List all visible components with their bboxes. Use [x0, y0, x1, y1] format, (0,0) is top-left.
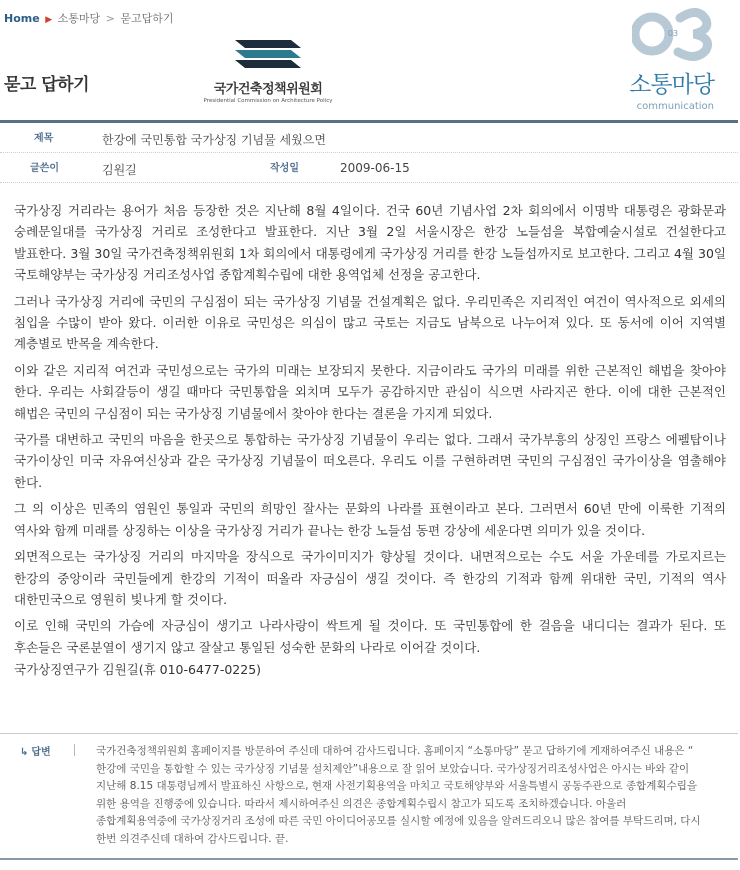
reply-arrow-icon: ↳: [20, 747, 29, 758]
post-paragraph: 국가상징 거리라는 용어가 처음 등장한 것은 지난해 8월 4일이다. 건국 60년 기념사업 2차 회의에서 이명박 대통령은 광화문과 숭례문일대를 국가상징 거리로 조성한다고 발표한다. 지난 3월 2일 서울시장은 한강 노들섬을 복합예술시설로 건설한다고 발표한다. 3월 30일 국가건축정책위원회 1차 회의에서 대통령에게 국가상징 거리를 한강 노들섬까지로 보고한다. 그리고 4월 30일 국토해양부는 국가상징 거리조성사업 종합계획수립에 대한 용역업체 선정을 공고한다.: [14, 203, 726, 283]
page-title: 묻고 답하기: [4, 75, 90, 95]
section-number-graphic: [632, 2, 714, 64]
post-paragraph: 그러나 국가상징 거리에 국민의 구심점이 되는 국가상징 기념물 건설계획은 없다. 우리민족은 지리적인 여건이 역사적으로 외세의 침입을 수많이 받아 왔다. 이러한 이유로 국민성은 의심이 많고 국토는 지금도 남북으로 나누어져 있다. 또 동서에 이어 지역별 계층별로 반목을 계속한다.: [14, 293, 726, 352]
breadcrumb-section-link[interactable]: 소통마당: [57, 12, 101, 25]
answer-rule: [0, 733, 738, 734]
post-date-label: 작성일: [270, 163, 299, 174]
commission-name-en: Presidential Commission on Architecture Policy: [203, 98, 333, 104]
answer-bottom-rule: [0, 858, 738, 860]
section-title-ko: 소통마당: [629, 72, 714, 98]
post-author-label: 글쓴이: [30, 163, 59, 174]
post-paragraph: 이와 같은 지리적 여건과 국민성으로는 국가의 미래는 보장되지 못한다. 지금이라도 국가의 미래를 위한 근본적인 해법을 찾아야 한다. 우리는 사회갈등이 생길 때마다 국민통합을 외치며 모두가 공감하지만 관심이 식으면 사라지곤 한다. 이에 대한 근본적인 해법은 국민의 구심점이 되는 국가상징 기념물에서 찾아야 한다는 결론을 가지게 되었다.: [14, 362, 726, 421]
post-meta-row: [0, 153, 738, 183]
post-paragraph: 외면적으로는 국가상징 거리의 마지막을 장식으로 국가이미지가 향상될 것이다. 내면적으로는 수도 서울 가운데를 가로지르는 한강의 중앙이라 국민들에게 한강의 기적이 떠올라 자긍심이 생길 것이다. 즉 한강의 기적과 함께 위대한 국민, 기적의 역사 대한민국으로 영원히 빛나게 할 것이다.: [14, 549, 726, 607]
section-number: 03: [667, 29, 679, 38]
commission-name-ko: 국가건축정책위원회: [213, 82, 323, 97]
breadcrumb-home-link[interactable]: Home: [4, 12, 40, 25]
post-title-row: [0, 123, 738, 153]
answer-text: 국가건축정책위원회 홈페이지를 방문하여 주신데 대하여 감사드립니다. 홈페이지 “소통마당” 묻고 답하기에 게재하여주신 내용은 “ 한강에 국민을 통합할 수 있는 국가상징 기념물 설치제안”내용으로 잘 읽어 보았습니다. 국가상징거리조성사업은 아시는 바와 같이 지난해 8.15 대통령님께서 발표하신 사항으로, 현재 사전기획용역을 마치고 국토해양부와 서울특별시 공동주관으로 종합계획수립을 위한 용역을 진행중에 있습니다. 따라서 제시하여주신 의견은 종합계획수립시 참고가 되도록 조치하겠습니다. 아울러 종합계획용역중에 국가상징거리 조성에 따른 국민 아이디어공모를 실시할 예정에 있음을 알려드리오니 많은 참여를 부탁드리며, 다시 한번 의견주신데 대하여 감사드립니다. 끝.: [96, 745, 701, 845]
post-title: 한강에 국민통합 국가상징 기념물 세웠으면: [102, 133, 326, 147]
answer-label: [20, 743, 51, 758]
post-date: 2009-06-15: [340, 161, 410, 175]
post-signature: 국가상징연구가 김원길(휴 010-6477-0225): [14, 662, 262, 678]
breadcrumb: [4, 10, 173, 26]
post-paragraph: 이로 인해 국민의 가슴에 자긍심이 생기고 나라사랑이 싹트게 될 것이다. 또 국민통합에 한 걸음을 내디디는 결과가 된다. 또 후손들은 국론분열이 생기지 않고 잘살고 통일된 성숙한 문화의 나라로 이어갈 것이다.: [14, 618, 726, 655]
commission-logo-mark-icon: [233, 38, 303, 72]
answer-label-text: 답변: [31, 747, 51, 758]
breadcrumb-current: 묻고답하기: [120, 12, 174, 25]
post-paragraph: 국가를 대변하고 국민의 마음을 한곳으로 통합하는 국가상징 기념물이 우리는 없다. 그래서 국가부흥의 상징인 프랑스 에펠탑이나 국가이상인 미국 자유여신상과 같은 국가상징 기념물이 떠오른다. 우리도 이를 구현하려면 국민의 구심점인 국가이상을 염출해야 한다.: [14, 432, 726, 490]
breadcrumb-chevron-icon: >: [105, 12, 115, 25]
post-paragraph: 그 의 이상은 민족의 염원인 통일과 국민의 희망인 잘사는 문화의 나라를 표현이라고 본다. 그러면서 60년 만에 이룩한 기적의 역사와 함께 미래를 상징하는 이상을 국가상징 거리가 끝나는 한강 노들섬 동편 강상에 세운다면 의미가 있을 것이다.: [14, 501, 726, 538]
section-badge: [618, 2, 728, 112]
post-author: 김원길: [102, 163, 137, 177]
post-body: [14, 200, 726, 686]
section-title-en: communication: [636, 101, 714, 112]
post-title-label: 제목: [34, 133, 54, 144]
answer-divider: [74, 744, 75, 756]
breadcrumb-arrow-icon: ▶: [45, 15, 53, 25]
commission-logo[interactable]: [198, 38, 338, 112]
